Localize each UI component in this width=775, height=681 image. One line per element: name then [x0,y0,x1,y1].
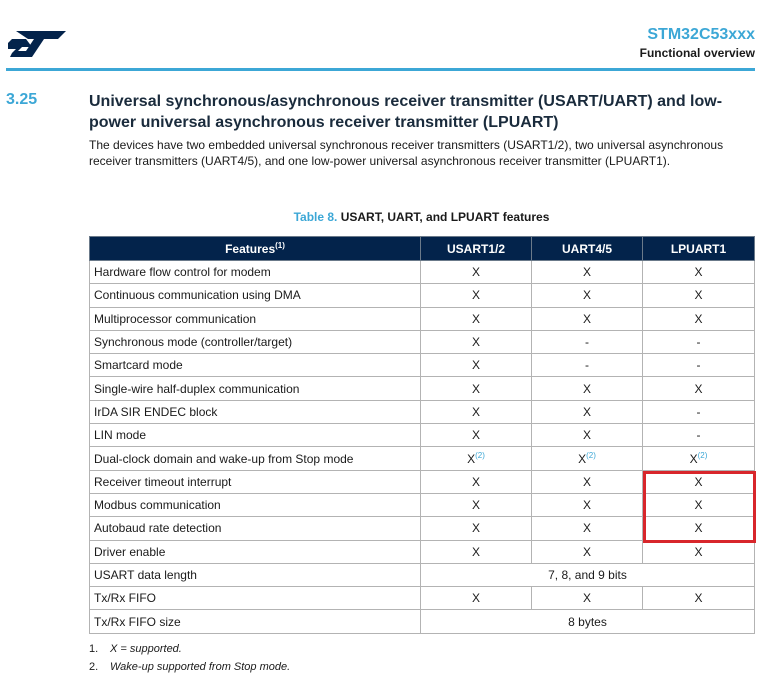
feature-value-c3 [643,540,755,563]
support-mark: - [585,335,589,350]
support-mark: X [471,265,480,280]
support-mark: X [582,544,591,559]
document-subtitle: Functional overview [639,46,755,60]
footnote-1 [89,640,290,658]
section-number: 3.25 [6,91,38,108]
table-row [90,424,755,447]
table-row [90,330,755,353]
table-caption-number: Table 8. [293,210,338,224]
feature-value-c2 [532,424,643,447]
feature-value-c1 [421,284,532,307]
feature-value-c1 [421,587,532,610]
support-mark: X [694,474,703,489]
section-body: The devices have two embedded universal synchronous receiver transmitters (USART1/2), two universal asynchronous receiver transmitters (UART4/5), and one low-power universal asynchronous receiver transmitter (LPUART1). [89,138,724,168]
feature-name: Driver enable [90,540,421,563]
support-mark: X [582,591,591,606]
feature-value-c1 [421,447,532,470]
support-mark: - [696,428,701,443]
table-header-row [90,237,755,261]
feature-value-c1 [421,354,532,377]
support-mark: X [471,358,480,373]
feature-value-c3 [643,377,755,400]
feature-value-c1 [421,330,532,353]
support-mark: X [694,521,703,536]
support-mark: X [694,265,703,280]
table-row [90,377,755,400]
support-mark: X [471,335,480,350]
page-header [640,26,755,61]
feature-value-c1 [421,400,532,423]
feature-value-c2 [532,284,643,307]
feature-value-c2 [532,261,643,284]
st-logo [6,27,68,61]
footnote-ref: (2) [586,451,596,461]
support-mark: X [694,544,703,559]
header-features [90,237,421,261]
table-caption-title: USART, UART, and LPUART features [340,210,550,224]
support-mark: - [696,358,701,373]
footnote-2 [89,658,290,676]
feature-value-c1 [421,517,532,540]
table-row [90,307,755,330]
feature-value-c1 [421,470,532,493]
footnote-text: Wake-up supported from Stop mode. [110,661,291,673]
support-mark: X [471,311,480,326]
feature-name: Modbus communication [90,493,421,516]
support-mark: X [471,474,480,489]
feature-value-c1 [421,540,532,563]
feature-value-c2 [532,400,643,423]
support-mark: X [467,452,476,467]
feature-name: Smartcard mode [90,354,421,377]
feature-value-c2 [532,517,643,540]
feature-value-c1 [421,493,532,516]
feature-value-span: 7, 8, and 9 bits [421,563,755,586]
feature-value-c2 [532,470,643,493]
feature-value-c3 [643,307,755,330]
support-mark: X [582,498,591,513]
features-table [89,236,755,634]
feature-name: Tx/Rx FIFO size [90,610,421,633]
table-row [90,354,755,377]
footnote-ref: (2) [475,451,485,461]
support-mark: X [582,288,591,303]
feature-name: Synchronous mode (controller/target) [90,330,421,353]
support-mark: - [696,335,701,350]
feature-value-c3 [643,400,755,423]
feature-name: LIN mode [90,424,421,447]
header-features-label: Features [225,242,276,256]
feature-value-c3 [643,261,755,284]
support-mark: X [471,591,480,606]
support-mark: - [696,404,701,419]
feature-name: Dual-clock domain and wake-up from Stop mode [90,447,421,470]
footnotes [89,640,290,676]
table-caption [89,210,754,224]
support-mark: X [578,452,587,467]
support-mark: X [582,428,591,443]
feature-name: Multiprocessor communication [90,307,421,330]
header-uart: UART4/5 [532,237,643,261]
feature-value-c2 [532,587,643,610]
feature-value-c3 [643,424,755,447]
feature-value-c3 [643,587,755,610]
feature-value-c1 [421,377,532,400]
support-mark: X [694,381,703,396]
feature-value-c1 [421,424,532,447]
feature-value-c3 [643,354,755,377]
support-mark: X [582,404,591,419]
feature-value-c3 [643,447,755,470]
feature-name: USART data length [90,563,421,586]
footnote-number: 2. [89,661,99,673]
table-row [90,563,755,586]
feature-name: Hardware flow control for modem [90,261,421,284]
table-row [90,284,755,307]
support-mark: X [471,521,480,536]
support-mark: X [471,288,480,303]
header-rule [6,68,755,71]
feature-value-c1 [421,261,532,284]
support-mark: - [585,358,589,373]
footnote-ref: (2) [697,451,708,461]
feature-value-span: 8 bytes [421,610,755,633]
feature-name: Tx/Rx FIFO [90,587,421,610]
feature-value-c2 [532,354,643,377]
feature-name: Single-wire half-duplex communication [90,377,421,400]
feature-name: Autobaud rate detection [90,517,421,540]
feature-value-c2 [532,330,643,353]
support-mark: X [471,404,480,419]
feature-name: Receiver timeout interrupt [90,470,421,493]
footnote-number: 1. [89,643,99,655]
support-mark: X [694,591,703,606]
footnote-ref: (1) [275,241,285,250]
support-mark: X [471,428,480,443]
support-mark: X [582,474,591,489]
feature-value-c2 [532,377,643,400]
feature-value-c2 [532,493,643,516]
support-mark: X [471,381,480,396]
support-mark: X [582,521,591,536]
section-title: Universal synchronous/asynchronous receiver transmitter (USART/UART) and low-power universal asynchronous receiver transmitter (LPUART) [89,93,723,131]
feature-value-c3 [643,284,755,307]
footnote-text: X = supported. [110,643,182,655]
support-mark: X [694,311,703,326]
table-row [90,540,755,563]
support-mark: X [471,544,480,559]
table-row [90,400,755,423]
table-row [90,587,755,610]
table-row [90,261,755,284]
highlight-box [643,471,756,543]
feature-value-c2 [532,307,643,330]
support-mark: X [694,288,703,303]
document-title: STM32C53xxx [647,26,755,43]
support-mark: X [689,452,698,467]
table-row [90,610,755,633]
feature-name: IrDA SIR ENDEC block [90,400,421,423]
header-lpuart: LPUART1 [643,237,755,261]
support-mark: X [694,498,703,513]
support-mark: X [582,381,591,396]
support-mark: X [582,311,591,326]
support-mark: X [582,265,591,280]
table-row [90,447,755,470]
header-usart: USART1/2 [421,237,532,261]
feature-value-c2 [532,540,643,563]
support-mark: X [471,498,480,513]
feature-value-c2 [532,447,643,470]
feature-value-c3 [643,330,755,353]
feature-name: Continuous communication using DMA [90,284,421,307]
feature-value-c1 [421,307,532,330]
